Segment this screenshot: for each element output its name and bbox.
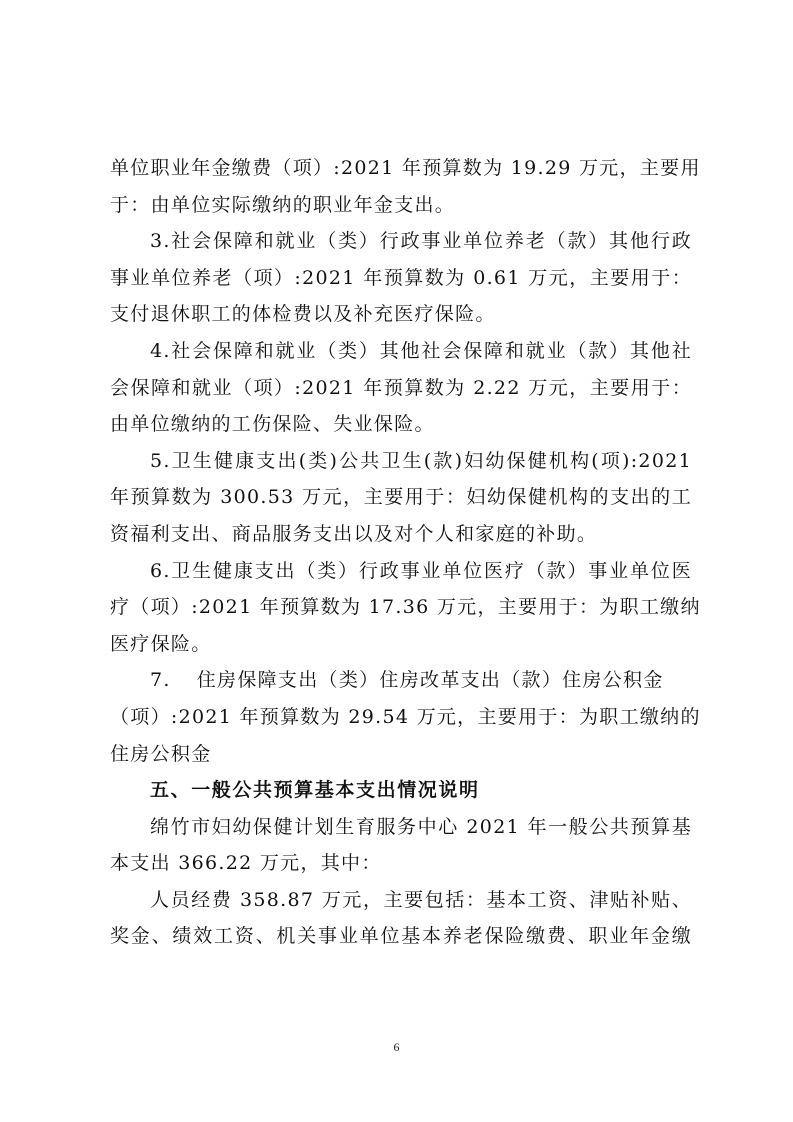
paragraph-line: 人员经费 358.87 万元，主要包括：基本工资、津贴补贴、 bbox=[150, 888, 692, 911]
list-item-5-line: 5.卫生健康支出(类)公共卫生(款)妇幼保健机构(项):2021 bbox=[150, 449, 692, 472]
list-item-7-number: 7. bbox=[150, 669, 171, 692]
list-item-3-line: 3.社会保障和就业（类）行政事业单位养老（款）其他行政 bbox=[150, 230, 692, 253]
list-item-5-line: 资福利支出、商品服务支出以及对个人和家庭的补助。 bbox=[110, 522, 598, 545]
paragraph-line: 于：由单位实际缴纳的职业年金支出。 bbox=[110, 193, 456, 216]
list-item-7-line: （项）:2021 年预算数为 29.54 万元，主要用于：为职工缴纳的 bbox=[110, 705, 701, 728]
paragraph-line: 绵竹市妇幼保健计划生育服务中心 2021 年一般公共预算基 bbox=[150, 815, 692, 838]
list-item-7-line: 住房公积金 bbox=[110, 742, 212, 765]
list-item-5-line: 年预算数为 300.53 万元，主要用于：妇幼保健机构的支出的工 bbox=[110, 486, 692, 509]
list-item-4-line: 由单位缴纳的工伤保险、失业保险。 bbox=[110, 413, 435, 436]
list-item-7-line bbox=[110, 662, 692, 699]
paragraph-line: 本支出 366.22 万元，其中： bbox=[110, 852, 382, 875]
paragraph-line: 单位职业年金缴费（项）:2021 年预算数为 19.29 万元，主要用 bbox=[110, 157, 701, 179]
list-item-6-line: 医疗保险。 bbox=[110, 632, 212, 655]
list-item-4-line: 4.社会保障和就业（类）其他社会保障和就业（款）其他社 bbox=[150, 339, 692, 362]
list-item-7-text: 住房保障支出（类）住房改革支出（款）住房公积金 bbox=[196, 669, 664, 692]
page-number: 6 bbox=[393, 1040, 400, 1054]
list-item-3-line: 支付退休职工的体检费以及补充医疗保险。 bbox=[110, 303, 496, 326]
list-item-6-line: 疗（项）:2021 年预算数为 17.36 万元，主要用于：为职工缴纳 bbox=[110, 596, 701, 619]
list-item-6-line: 6.卫生健康支出（类）行政事业单位医疗（款）事业单位医 bbox=[150, 559, 692, 582]
list-item-3-line: 事业单位养老（项）:2021 年预算数为 0.61 万元，主要用于： bbox=[110, 266, 692, 289]
paragraph-line: 奖金、绩效工资、机关事业单位基本养老保险缴费、职业年金缴 bbox=[110, 925, 692, 948]
section-heading: 五、一般公共预算基本支出情况说明 bbox=[150, 779, 480, 802]
list-item-4-line: 会保障和就业（项）:2021 年预算数为 2.22 万元，主要用于： bbox=[110, 376, 692, 399]
body-text bbox=[110, 150, 701, 955]
